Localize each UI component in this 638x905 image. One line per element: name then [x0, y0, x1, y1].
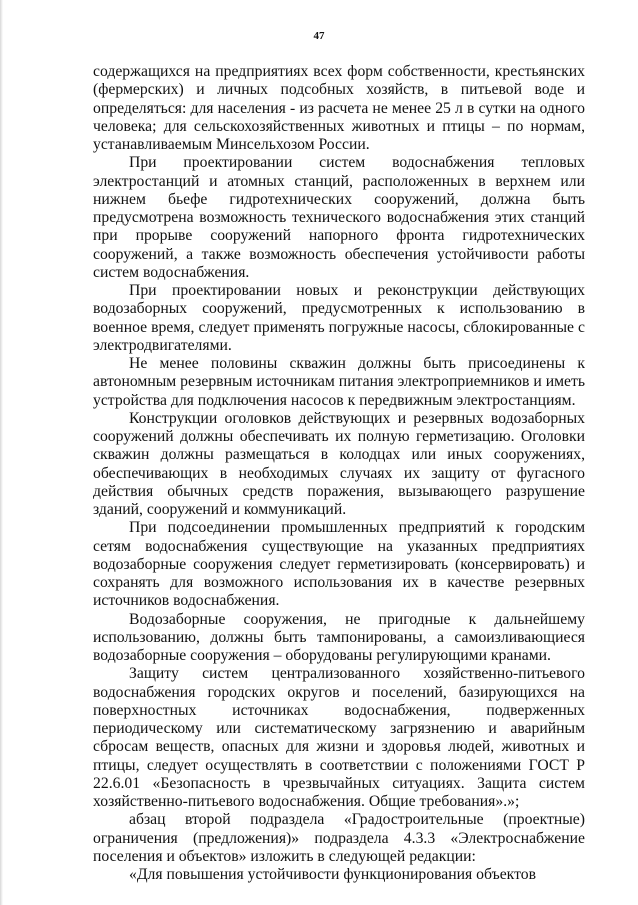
paragraph: При подсоединении промышленных предприятий к городским сетям водоснабжения существующие на указанных предприятиях водозаборные сооружения следует герметизировать (консервировать) и сохранять для возможного использования их в качестве резервных источников водоснабжения. [93, 519, 585, 610]
scan-edge [0, 0, 3, 905]
paragraph: «Для повышения устойчивости функционирования объектов [129, 866, 536, 883]
paragraph: При проектировании новых и реконструкции действующих водозаборных сооружений, предусмотренных к использованию в военное время, следует применять погружные насосы, сблокированные с электродвигателями. [93, 282, 585, 354]
paragraph: Водозаборные сооружения, не пригодные к дальнейшему использованию, должны быть тампонированы, а самоизливающиеся водозаборные сооружения – оборудованы регулирующими кранами. [93, 610, 585, 664]
paragraph: Защиту систем централизованного хозяйственно-питьевого водоснабжения городских округов и поселений, базирующихся на поверхностных источниках водоснабжения, подверженных периодическому или систематическому загрязнению и аварийным сбросам веществ, опасных для жизни и здоровья людей, животных и птицы, следует осуществлять в соответствии с положениями ГОСТ Р 22.6.01 «Безопасность в чрезвычайных ситуациях. Защита систем хозяйственно-питьевого водоснабжения. Общие требования».»; [93, 665, 585, 810]
paragraph: Конструкции оголовков действующих и резервных водозаборных сооружений должны обеспечивать их полную герметизацию. Оголовки скважин должны размещаться в колодцах или иных сооружениях, обеспечивающих в необходимых случаях их защиту от фугасного действия обычных средств поражения, вызывающего разрушение зданий, сооружений и коммуникаций. [93, 409, 585, 518]
paragraph: абзац второй подраздела «Градостроительные (проектные) ограничения (предложения)» подраздела 4.3.3 «Электроснабжение поселения и объектов» изложить в следующей редакции: [93, 811, 585, 865]
paragraph: Не менее половины скважин должны быть присоединены к автономным резервным источникам питания электроприемников и иметь устройства для подключения насосов к передвижным электростанциям. [93, 355, 585, 409]
paragraph: содержащихся на предприятиях всех форм собственности, крестьянских (фермерских) и личных подсобных хозяйств, в питьевой воде и определяться: для населения - из расчета не менее 25 л в сутки на одного человека; для сельскохозяйственных животных и птицы – по нормам, устанавливаемым Минсельхозом России. [93, 63, 585, 153]
page-number: 47 [313, 30, 325, 42]
paragraph: При проектировании систем водоснабжения тепловых электростанций и атомных станций, расположенных в верхнем или нижнем бьефе гидротехнических сооружений, должна быть предусмотрена возможность технического водоснабжения этих станций при прорыве сооружений напорного фронта гидротехнических сооружений, а также возможность обеспечения устойчивости работы систем водоснабжения. [93, 154, 585, 281]
document-body [93, 63, 585, 884]
